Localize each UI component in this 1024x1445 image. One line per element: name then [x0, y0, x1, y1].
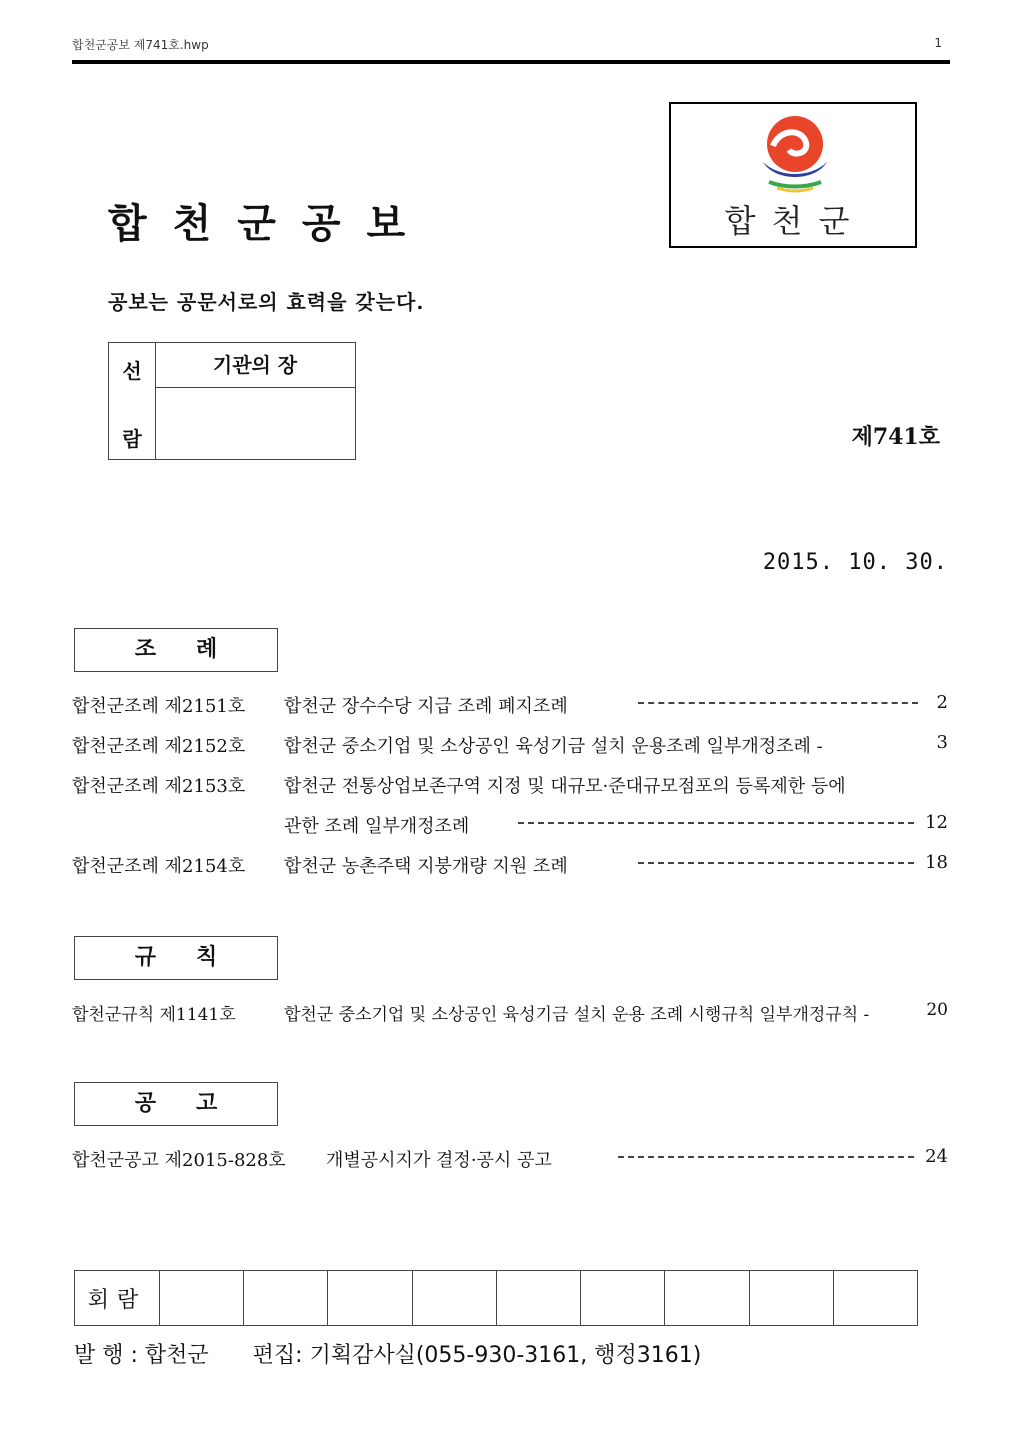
toc-item-page: 24	[925, 1146, 948, 1167]
toc-item-title-line2: 관한 조례 일부개정조례	[284, 816, 470, 837]
circulation-table	[74, 1270, 918, 1326]
approval-signature-cell	[155, 388, 355, 458]
toc-item-number: 합천군조례 제2152호	[72, 736, 246, 757]
header-rule	[72, 60, 950, 64]
logo-text: 합천군	[724, 202, 866, 240]
toc-item[interactable]	[72, 732, 948, 762]
toc-item-title: 합천군 전통상업보존구역 지정 및 대규모·준대규모점포의 등록제한 등에	[284, 776, 846, 797]
page-subtitle: 공보는 공문서로의 효력을 갖는다.	[108, 290, 425, 314]
toc-item-page: 12	[925, 812, 948, 833]
circulation-cell	[580, 1271, 664, 1325]
approval-header: 기관의 장	[155, 343, 355, 388]
toc-item-title: 합천군 장수수당 지급 조례 폐지조례	[284, 696, 568, 717]
section-rule-header: 규칙	[74, 936, 278, 980]
toc-item-title: 개별공시지가 결정·공시 공고	[326, 1150, 552, 1171]
toc-item-title: 합천군 중소기업 및 소상공인 육성기금 설치 운용 조례 시행규칙 일부개정규칙 -	[284, 1005, 870, 1025]
page-number: 1	[934, 36, 942, 50]
toc-leader	[638, 702, 918, 704]
section-notice-header: 공고	[74, 1082, 278, 1126]
page-title: 합천군공보	[108, 200, 432, 247]
toc-item[interactable]	[72, 1146, 948, 1176]
section-ordinance-header: 조례	[74, 628, 278, 672]
circulation-cell	[749, 1271, 833, 1325]
circulation-cell	[833, 1271, 917, 1325]
toc-item-number: 합천군규칙 제1141호	[72, 1005, 236, 1025]
approval-side-top: 선	[122, 359, 142, 383]
toc-item-page: 18	[925, 852, 948, 873]
circulation-cell	[243, 1271, 327, 1325]
circulation-cell	[496, 1271, 580, 1325]
approval-side-bottom: 람	[122, 427, 142, 451]
toc-item-number: 합천군조례 제2153호	[72, 776, 246, 797]
toc-item[interactable]	[72, 772, 948, 802]
publication-footer	[74, 1338, 701, 1369]
editor: 편집: 기획감사실(055-930-3161, 행정3161)	[252, 1343, 702, 1368]
toc-item-page: 2	[936, 692, 948, 713]
toc-item-page: 3	[936, 732, 948, 753]
toc-item[interactable]	[72, 1000, 948, 1030]
approval-table	[108, 342, 356, 460]
emblem-green-line	[769, 182, 821, 187]
toc-item-number: 합천군공고 제2015-828호	[72, 1150, 286, 1171]
file-name: 합천군공보 제741호.hwp	[72, 38, 209, 52]
toc-item-number: 합천군조례 제2151호	[72, 696, 246, 717]
circulation-label: 회람	[87, 1287, 147, 1313]
toc-item-page: 20	[926, 1000, 948, 1020]
toc-item[interactable]	[72, 852, 948, 882]
issue-number: 제741호	[851, 424, 940, 450]
publisher: 발 행 : 합천군	[74, 1343, 209, 1368]
toc-item-title: 합천군 중소기업 및 소상공인 육성기금 설치 운용조례 일부개정조례 -	[284, 736, 823, 757]
circulation-cell	[412, 1271, 496, 1325]
circulation-cell	[664, 1271, 748, 1325]
toc-leader	[618, 1156, 914, 1158]
toc-item[interactable]	[72, 692, 948, 722]
circulation-cell	[327, 1271, 411, 1325]
toc-item-title: 합천군 농촌주택 지붕개량 지원 조례	[284, 856, 568, 877]
toc-leader	[518, 822, 914, 824]
toc-item-number: 합천군조례 제2154호	[72, 856, 246, 877]
toc-leader	[638, 862, 914, 864]
circulation-cell	[159, 1271, 243, 1325]
hapcheon-emblem-icon	[755, 110, 835, 194]
toc-item-continuation[interactable]	[72, 812, 948, 842]
issue-date: 2015. 10. 30.	[762, 550, 948, 575]
